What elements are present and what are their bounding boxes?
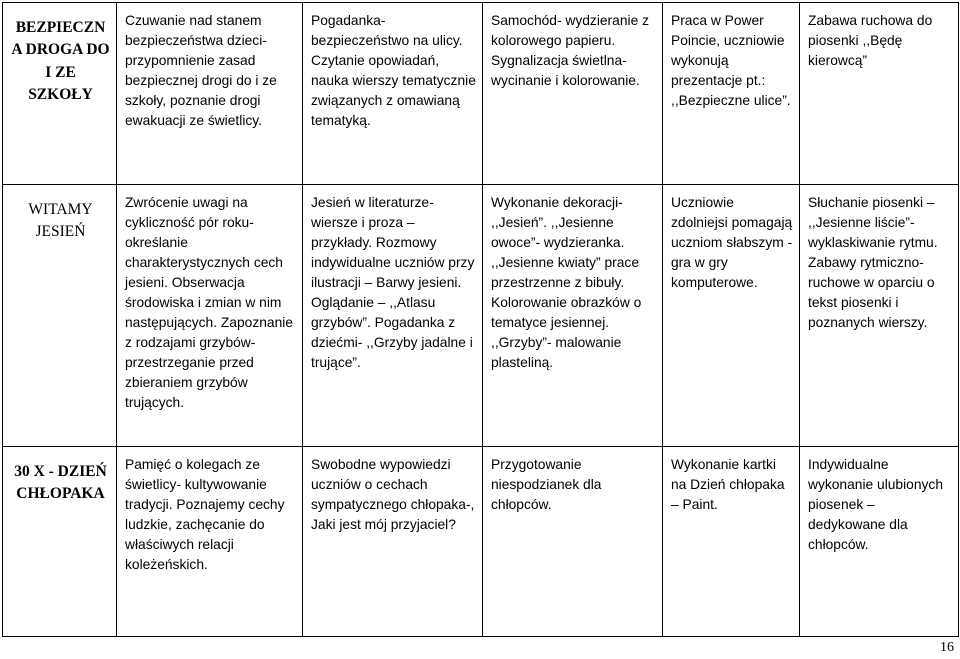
computer-cell: Wykonanie kartki na Dzień chłopaka – Paint. — [663, 447, 800, 637]
computer-cell: Uczniowie zdolniejsi pomagają uczniom słabszym - gra w gry komputerowe. — [663, 185, 800, 447]
music-cell: Słuchanie piosenki – ,,Jesienne liście”- wyklaskiwanie rytmu. Zabawy rytmiczno- ruchowe w oparciu o tekst piosenki i poznanych wierszy. — [800, 185, 959, 447]
table-row — [3, 447, 959, 637]
literature-cell: Swobodne wypowiedzi uczniów o cechach sympatycznego chłopaka-, Jaki jest mój przyjaciel? — [303, 447, 483, 637]
art-cell: Przygotowanie niespodzianek dla chłopców. — [483, 447, 663, 637]
literature-cell: Jesień w literaturze- wiersze i proza – przykłady. Rozmowy indywidualne uczniów przy ilustracji – Barwy jesieni. Oglądanie – ,,Atlasu grzybów”. Pogadanka z dziećmi- ,,Grzyby jadalne i trujące”. — [303, 185, 483, 447]
theme-cell: WITAMY JESIEŃ — [3, 185, 117, 447]
literature-cell: Pogadanka- bezpieczeństwo na ulicy. Czytanie opowiadań, nauka wierszy tematycznie związanych z omawianą tematyką. — [303, 3, 483, 185]
music-cell: Indywidualne wykonanie ulubionych piosenek – dedykowane dla chłopców. — [800, 447, 959, 637]
computer-cell: Praca w Power Poincie, uczniowie wykonują prezentacje pt.: ,,Bezpieczne ulice”. — [663, 3, 800, 185]
table-row — [3, 3, 959, 185]
page-number: 16 — [940, 640, 954, 655]
theme-cell: 30 X - DZIEŃ CHŁOPAKA — [3, 447, 117, 637]
art-cell: Wykonanie dekoracji- ,,Jesień”. ,,Jesienne owoce”- wydzieranka. ,,Jesienne kwiaty” prace przestrzenne z bibuły. Kolorowanie obrazków o tematyce jesiennej. ,,Grzyby”- malowanie plasteliną. — [483, 185, 663, 447]
goals-cell: Czuwanie nad stanem bezpieczeństwa dzieci- przypomnienie zasad bezpiecznej drogi do i ze szkoły, poznanie drogi ewakuacji ze świetlicy. — [117, 3, 303, 185]
activity-plan-table — [2, 2, 959, 637]
table-row — [3, 185, 959, 447]
art-cell: Samochód- wydzieranie z kolorowego papieru. Sygnalizacja świetlna- wycinanie i kolorowanie. — [483, 3, 663, 185]
goals-cell: Pamięć o kolegach ze świetlicy- kultywowanie tradycji. Poznajemy cechy ludzkie, zachęcanie do właściwych relacji koleżeńskich. — [117, 447, 303, 637]
theme-cell: BEZPIECZNA DROGA DO I ZE SZKOŁY — [3, 3, 117, 185]
goals-cell: Zwrócenie uwagi na cykliczność pór roku- określanie charakterystycznych cech jesieni. Obserwacja środowiska i zmian w nim następujących. Zapoznanie z rodzajami grzybów- przestrzeganie przed zbieraniem grzybów trujących. — [117, 185, 303, 447]
music-cell: Zabawa ruchowa do piosenki ,,Będę kierowcą” — [800, 3, 959, 185]
